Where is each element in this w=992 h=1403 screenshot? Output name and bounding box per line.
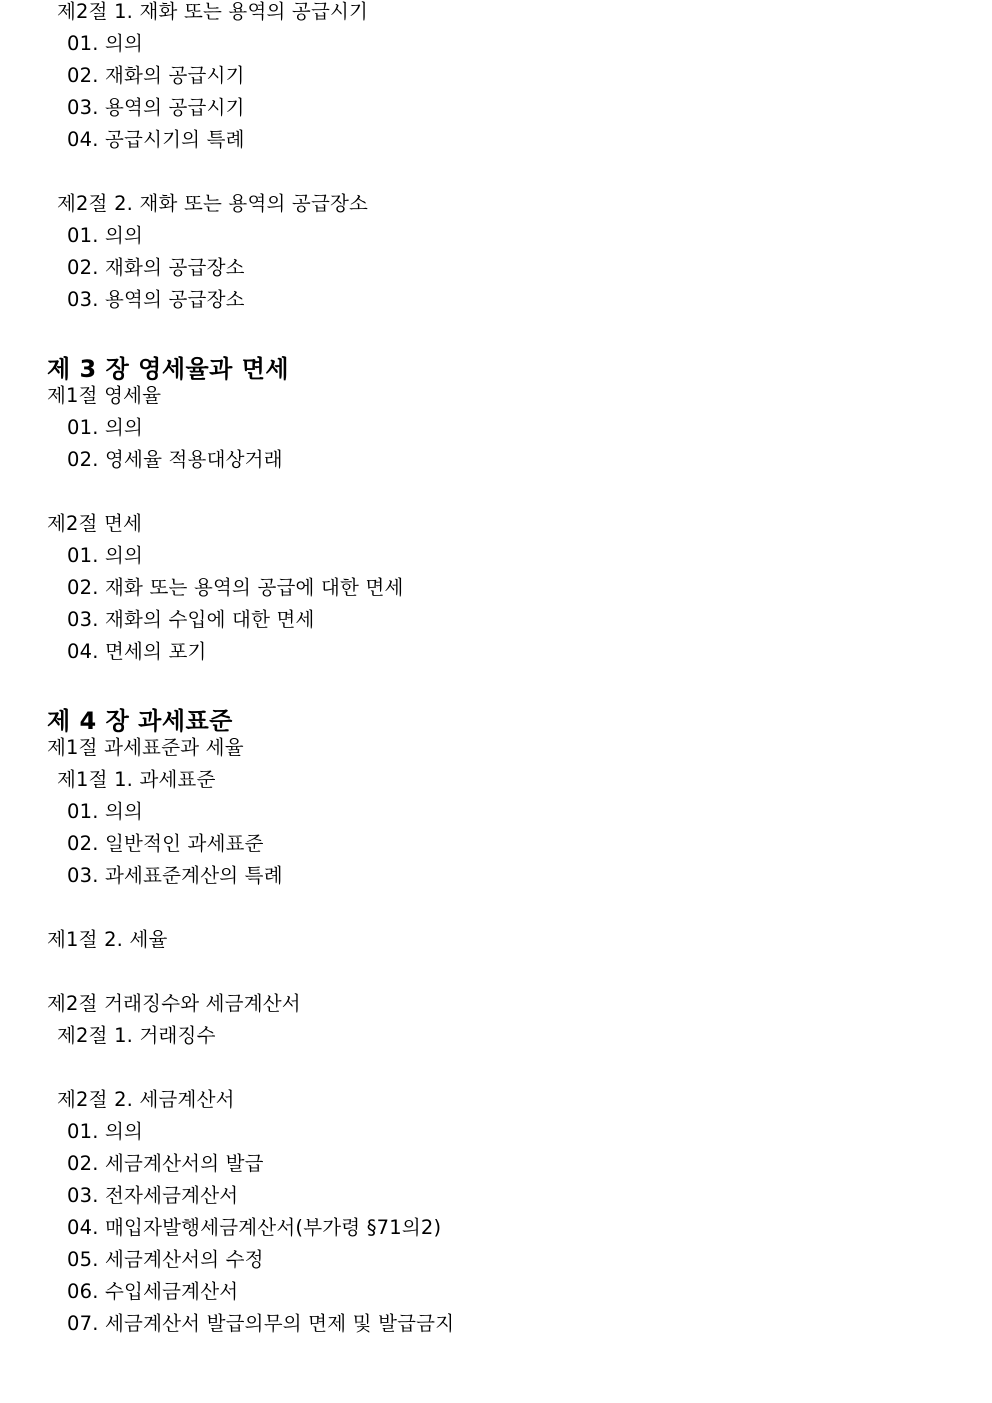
list-item: 02. 재화의 공급장소 bbox=[67, 256, 245, 279]
list-item: 03. 전자세금계산서 bbox=[67, 1184, 239, 1207]
list-item: 02. 세금계산서의 발급 bbox=[67, 1152, 264, 1175]
list-item: 04. 면세의 포기 bbox=[67, 640, 207, 663]
section-heading: 제1절 2. 세율 bbox=[47, 928, 168, 951]
chapter-heading: 제 4 장 과세표준 bbox=[47, 707, 233, 735]
list-item: 07. 세금계산서 발급의무의 면제 및 발급금지 bbox=[67, 1312, 455, 1335]
list-item: 03. 용역의 공급장소 bbox=[67, 288, 245, 311]
subsection-heading: 제2절 1. 거래징수 bbox=[57, 1024, 216, 1047]
section-heading: 제2절 면세 bbox=[47, 512, 143, 535]
list-item: 01. 의의 bbox=[67, 416, 144, 439]
section-heading: 제1절 영세율 bbox=[47, 384, 162, 407]
list-item: 02. 영세율 적용대상거래 bbox=[67, 448, 283, 471]
subsection-heading: 제2절 2. 세금계산서 bbox=[57, 1088, 235, 1111]
list-item: 04. 매입자발행세금계산서(부가령 §71의2) bbox=[67, 1216, 442, 1239]
chapter-heading: 제 3 장 영세율과 면세 bbox=[47, 355, 290, 383]
list-item: 06. 수입세금계산서 bbox=[67, 1280, 239, 1303]
subsection-heading: 제2절 1. 재화 또는 용역의 공급시기 bbox=[57, 0, 369, 23]
list-item: 02. 재화 또는 용역의 공급에 대한 면세 bbox=[67, 576, 404, 599]
section-heading: 제2절 거래징수와 세금계산서 bbox=[47, 992, 301, 1015]
list-item: 02. 일반적인 과세표준 bbox=[67, 832, 264, 855]
list-item: 03. 용역의 공급시기 bbox=[67, 96, 245, 119]
list-item: 04. 공급시기의 특례 bbox=[67, 128, 245, 151]
list-item: 03. 과세표준계산의 특례 bbox=[67, 864, 283, 887]
list-item: 01. 의의 bbox=[67, 224, 144, 247]
list-item: 05. 세금계산서의 수정 bbox=[67, 1248, 264, 1271]
list-item: 02. 재화의 공급시기 bbox=[67, 64, 245, 87]
list-item: 01. 의의 bbox=[67, 1120, 144, 1143]
section-heading: 제1절 과세표준과 세율 bbox=[47, 736, 244, 759]
list-item: 01. 의의 bbox=[67, 32, 144, 55]
list-item: 01. 의의 bbox=[67, 544, 144, 567]
subsection-heading: 제2절 2. 재화 또는 용역의 공급장소 bbox=[57, 192, 369, 215]
list-item: 01. 의의 bbox=[67, 800, 144, 823]
subsection-heading: 제1절 1. 과세표준 bbox=[57, 768, 216, 791]
list-item: 03. 재화의 수입에 대한 면세 bbox=[67, 608, 315, 631]
